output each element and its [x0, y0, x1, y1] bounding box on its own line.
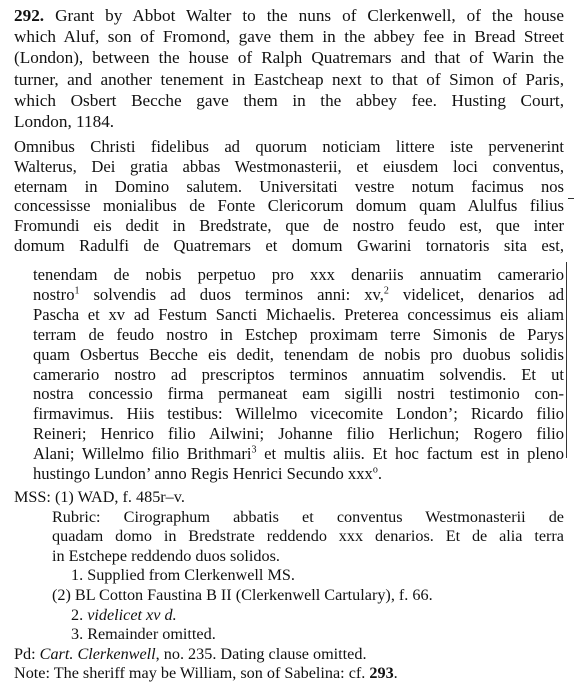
latin1-line-5: Fromundi eis dedit in Bredstrate, que de nostro feudo est, que inter: [14, 216, 564, 236]
latin2-line-10: Alani; Willelmo filio Brithmari$^3$ et multis aliis. Et hoc factum est in pleno: [33, 444, 564, 464]
latin2-line-6: camerario nostro ad prescriptos terminos annuatim solvendis. Et ut: [33, 364, 564, 384]
margin-tick: [568, 198, 574, 199]
ordinal-marker: o: [372, 464, 378, 476]
footnote-3: 3. Remainder omitted.: [71, 625, 216, 644]
latin1-line-2: Walterus, Dei gratia abbas Westmonasterii, et eiusdem loci conventus,: [14, 156, 564, 176]
footnote-marker-2: 2: [383, 285, 389, 297]
rubric-line-2: quadam domo in Bredstrate reddendo xxx denarios. Et de alia terra: [52, 527, 564, 546]
rubric-line-1: Rubric: Cirographum abbatis et conventus Westmonasterii de: [52, 507, 564, 526]
latin-text-part-2: [33, 265, 564, 484]
latin2-line-9: Reineri; Henrico filio Ailwini; Johanne filio Herlichun; Rogero filio: [33, 424, 564, 444]
summary-line-1: Grant by Abbot Walter to the nuns of Clerkenwell, of the house: [55, 6, 565, 25]
margin-rule: [566, 262, 567, 458]
summary-line-4: turner, and another tenement in Eastcheap next to that of Simon of Paris,: [14, 69, 564, 89]
latin2-line-7: nostra concessio firma permaneat eam sigilli nostri testimonio con-: [33, 384, 564, 404]
rubric-line-3: in Estchepe reddendo duos solidos.: [52, 546, 280, 565]
cross-reference: 293: [369, 664, 394, 683]
footnote-2: 2. videlicet xv d.: [71, 605, 177, 624]
latin2-line-5: quam Osbertus Becche eis dedit, tenendam de nobis pro duobus solidis: [33, 344, 564, 364]
footnote-1: 1. Supplied from Clerkenwell MS.: [71, 566, 295, 585]
summary-line-2: which Aluf, son of Fromond, gave them in the abbey fee in Bread Street: [14, 27, 564, 47]
mss-line: MSS: (1) WAD, f. 485r–v.: [14, 488, 185, 506]
latin1-line-3: eternam in Domino salutem. Universitati vestre notum facimus nos: [14, 176, 564, 196]
summary-line-3: (London), between the house of Ralph Quatremars and that of Warin the: [14, 48, 564, 68]
summary-line-6: London, 1184.: [14, 112, 115, 132]
latin2-line-2: nostro$^1$ solvendis ad duos terminos anni: xv,$^2$ videlicet, denarios ad: [33, 284, 564, 304]
footnote-marker-1: 1: [74, 285, 80, 297]
footnote-marker-3: 3: [251, 444, 257, 456]
latin2-line-1: tenendam de nobis perpetuo pro xxx denariis annuatim camerario: [33, 265, 564, 284]
latin2-line-3: Pascha et xv ad Festum Sancti Michaelis. Preterea concessimus eis aliam: [33, 304, 564, 324]
pd-line: Pd: Cart. Clerkenwell, no. 235. Dating clause omitted.: [14, 644, 367, 663]
entry-number: 292.: [14, 6, 45, 25]
apparatus-notes: [14, 488, 564, 684]
entry-summary: [14, 5, 564, 132]
summary-line-5: which Osbert Becche gave them in the abbey fee. Husting Court,: [14, 90, 564, 110]
latin1-line-6: domum Radulfi de Quatremars et domum Gwarini tornatoris sita est,: [14, 235, 564, 255]
latin2-line-11: hustingo Lundon’ anno Regis Henrici Secundo xxx$^o$.: [33, 464, 382, 484]
ms2-line: (2) BL Cotton Faustina B II (Clerkenwell Cartulary), f. 66.: [52, 585, 433, 604]
latin1-line-1: Omnibus Christi fidelibus ad quorum noticiam littere iste pervenerint: [14, 137, 564, 156]
note-line: Note: The sheriff may be William, son of Sabelina: cf. 293.: [14, 664, 398, 683]
latin2-line-4: terram de feudo nostro in Estchep proximam terre Simonis de Parys: [33, 324, 564, 344]
latin1-line-4: concessisse monialibus de Fonte Clericorum domum quam Alulfus filius: [14, 196, 564, 216]
latin2-line-8: firmavimus. Hiis testibus: Willelmo vicecomite London’; Ricardo filio: [33, 404, 564, 424]
latin-text-part-1: [14, 137, 564, 256]
